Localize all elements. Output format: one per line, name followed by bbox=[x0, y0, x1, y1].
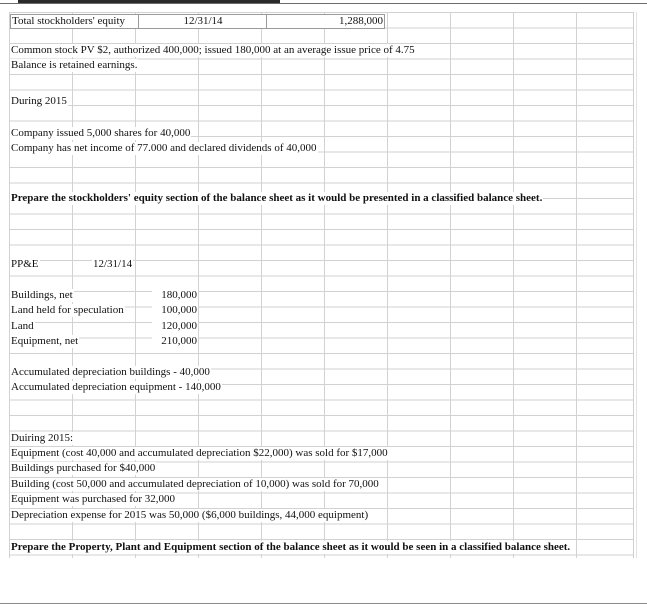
ppe-item-value-4: 210,000 bbox=[152, 335, 198, 348]
ppe-item-name-2: Land held for speculation bbox=[11, 304, 124, 316]
header-label: Total stockholders' equity bbox=[10, 14, 140, 29]
during-2015-label: During 2015 bbox=[11, 95, 67, 107]
top-window-bar bbox=[0, 0, 647, 4]
ppe-event-4: Equipment was purchased for 32,000 bbox=[11, 493, 176, 505]
grid-right-edge bbox=[636, 12, 637, 558]
ppe-item-name-4: Equipment, net bbox=[11, 335, 79, 347]
ppe-events-label: Duiring 2015: bbox=[11, 432, 74, 444]
ppe-item-value-3: 120,000 bbox=[152, 320, 198, 333]
ppe-event-5: Depreciation expense for 2015 was 50,000 ($6,000 buildings, 44,000 equipment) bbox=[11, 509, 369, 521]
accumulated-depreciation-equipment: Accumulated depreciation equipment - 140,000 bbox=[11, 381, 221, 393]
ppe-item-name-1: Buildings, net bbox=[11, 289, 73, 301]
ppe-item-value-1: 180,000 bbox=[152, 289, 198, 302]
equity-event-1: Company issued 5,000 shares for 40,000 bbox=[11, 127, 191, 139]
ppe-item-value-2: 100,000 bbox=[152, 304, 198, 317]
header-date: 12/31/14 bbox=[138, 14, 268, 29]
header-amount: 1,288,000 bbox=[266, 14, 385, 29]
ppe-event-3: Building (cost 50,000 and accumulated depreciation of 10,000) was sold for 70,000 bbox=[11, 478, 379, 490]
ppe-date: 12/31/14 bbox=[93, 258, 133, 270]
equity-event-2: Company has net income of 77.000 and declared dividends of 40,000 bbox=[11, 142, 317, 154]
top-divider bbox=[0, 3, 647, 4]
accumulated-depreciation-buildings: Accumulated depreciation buildings - 40,000 bbox=[11, 366, 210, 378]
equity-info-line-2: Balance is retained earnings. bbox=[11, 59, 138, 71]
ppe-event-2: Buildings purchased for $40,000 bbox=[11, 462, 156, 474]
spreadsheet-grid bbox=[9, 12, 634, 558]
ppe-item-name-3: Land bbox=[11, 320, 34, 332]
ppe-instruction: Prepare the Property, Plant and Equipment section of the balance sheet as it would be seen in a classified balance sheet. bbox=[11, 541, 571, 553]
ppe-label: PP&E bbox=[11, 258, 39, 270]
equity-instruction: Prepare the stockholders' equity section of the balance sheet as it would be presented in a classified balance sheet. bbox=[11, 192, 543, 204]
equity-info-line-1: Common stock PV $2, authorized 400,000; issued 180,000 at an average issue price of 4.75 bbox=[11, 44, 415, 56]
bottom-divider bbox=[0, 603, 647, 604]
ppe-event-1: Equipment (cost 40,000 and accumulated depreciation $22,000) was sold for $17,000 bbox=[11, 447, 388, 459]
